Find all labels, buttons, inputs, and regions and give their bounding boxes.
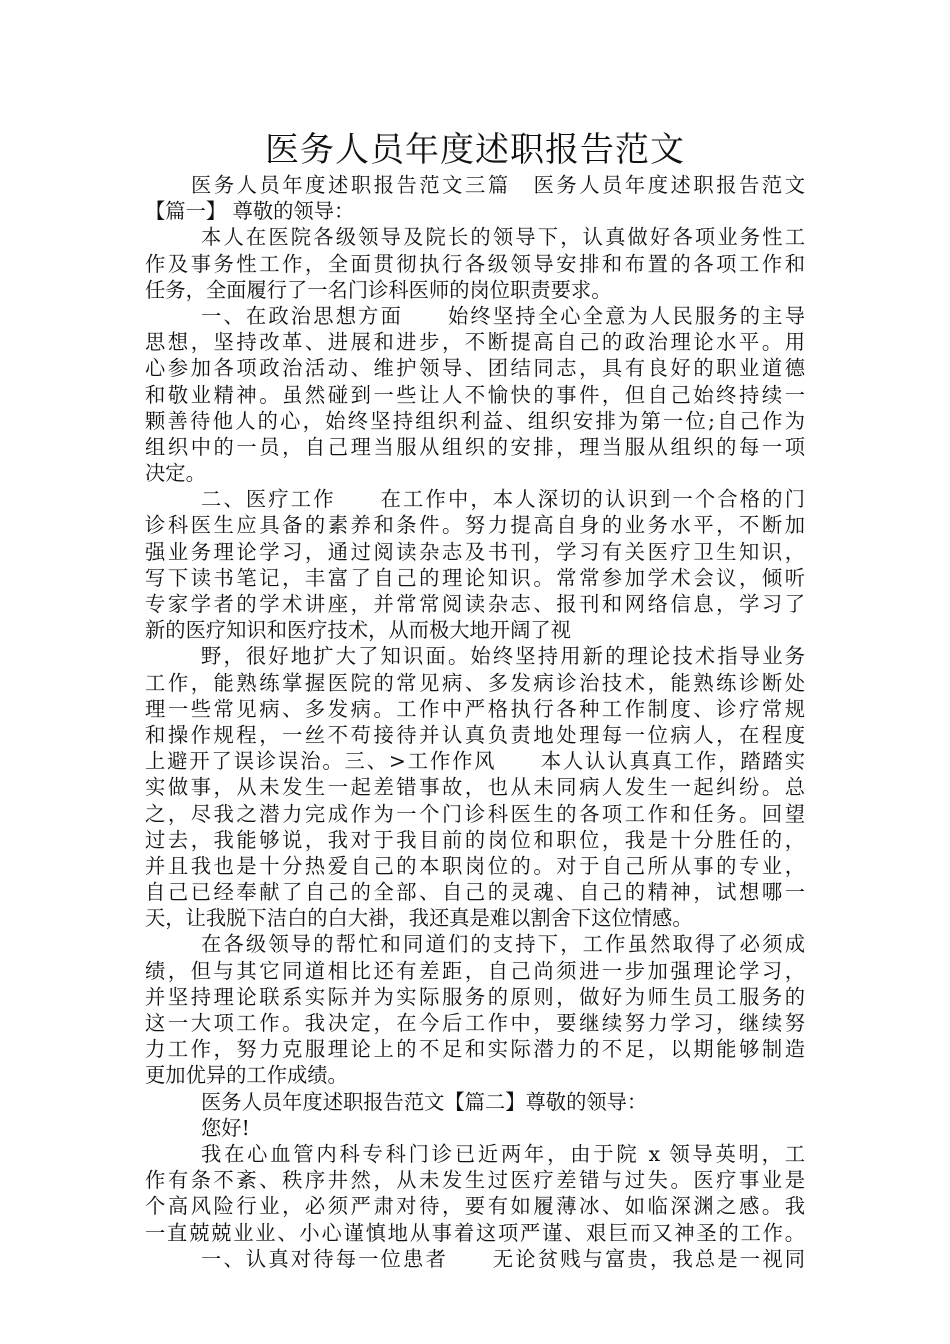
text-line: 一、认真对待每一位患者 无论贫贱与富贵，我总是一视同: [201, 1246, 805, 1271]
text-line: 和敬业精神。虽然碰到一些让人不愉快的事件，但自己始终持续一: [145, 382, 805, 407]
text-line: 作及事务性工作，全面贯彻执行各级领导安排和布置的各项工作和: [145, 251, 805, 276]
text-line: 并且我也是十分热爱自己的本职岗位的。对于自己所从事的专业，: [145, 853, 805, 878]
text-line: 颗善待他人的心，始终坚持组织利益、组织安排为第一位;自己作为: [145, 408, 805, 433]
text-line: 天，让我脱下洁白的白大褂，我还真是难以割舍下这位情感。: [145, 906, 693, 931]
text-line: 实做事，从未发生一起差错事故，也从未同病人发生一起纠纷。总: [145, 775, 805, 800]
text-line: 组织中的一员，自己理当服从组织的安排，理当服从组织的每一项: [145, 434, 805, 459]
text-line: 二、医疗工作 在工作中，本人深切的认识到一个合格的门: [201, 487, 805, 512]
text-line: 在各级领导的帮忙和同道们的支持下，工作虽然取得了必须成: [201, 932, 805, 957]
text-line: 理一些常见病、多发病。工作中严格执行各种工作制度、诊疗常规: [145, 696, 805, 721]
text-line: 写下读书笔记，丰富了自己的理论知识。常常参加学术会议，倾听: [145, 565, 805, 590]
text-line: 力工作，努力克服理论上的不足和实际潜力的不足，以期能够制造: [145, 1037, 805, 1062]
text-line: 更加优异的工作成绩。: [145, 1063, 348, 1088]
text-line: 一、在政治思想方面 始终坚持全心全意为人民服务的主导: [201, 303, 805, 328]
document-title: 医务人员年度述职报告范文: [265, 130, 685, 170]
text-line: 医务人员年度述职报告范文三篇 医务人员年度述职报告范文: [191, 173, 805, 197]
text-line: 和操作规程，一丝不苟接待并认真负责地处理每一位病人，在程度: [145, 722, 805, 747]
text-line: 思想，坚持改革、进展和进步，不断提高自己的政治理论水平。用: [145, 330, 805, 355]
text-line: 【篇一】 尊敬的领导：: [145, 199, 355, 224]
text-line: 一直兢兢业业、小心谨慎地从事着这项严谨、艰巨而又神圣的工作。: [145, 1220, 805, 1245]
text-line: 作有条不紊、秩序井然，从未发生过医疗差错与过失。医疗事业是: [145, 1168, 805, 1193]
text-line: 个高风险行业，必须严肃对待，要有如履薄冰、如临深渊之感。我: [145, 1194, 805, 1219]
text-line: 本人在医院各级领导及院长的领导下，认真做好各项业务性工: [201, 225, 805, 250]
text-line: 野，很好地扩大了知识面。始终坚持用新的理论技术指导业务: [201, 644, 805, 669]
text-line: 决定。: [145, 461, 206, 486]
text-line: 过去，我能够说，我对于我目前的岗位和职位，我是十分胜任的，: [145, 827, 805, 852]
text-line: 专家学者的学术讲座，并常常阅读杂志、报刊和网络信息，学习了: [145, 592, 805, 616]
text-line: 之，尽我之潜力完成作为一个门诊科医生的各项工作和任务。回望: [145, 801, 805, 826]
text-line: 并坚持理论联系实际并为实际服务的原则，做好为师生员工服务的: [145, 984, 805, 1009]
text-line: 您好!: [201, 1115, 250, 1140]
text-line: 心参加各项政治活动、维护领导、团结同志，具有良好的职业道德: [145, 356, 805, 381]
text-line: 自己已经奉献了自己的全部、自己的灵魂、自己的精神，试想哪一: [145, 880, 805, 905]
text-line: 工作，能熟练掌握医院的常见病、多发病诊治技术，能熟练诊断处: [145, 670, 805, 695]
text-line: 我在心血管内科专科门诊已近两年，由于院 x 领导英明，工: [201, 1141, 805, 1166]
text-line: 强业务理论学习，通过阅读杂志及书刊，学习有关医疗卫生知识，: [145, 539, 805, 564]
text-line: 上避开了误诊误治。三、>工作作风 本人认认真真工作，踏踏实: [145, 749, 805, 774]
text-line: 任务，全面履行了一名门诊科医师的岗位职责要求。: [145, 277, 612, 302]
text-line: 新的医疗知识和医疗技术，从而极大地开阔了视: [145, 618, 571, 643]
text-line: 医务人员年度述职报告范文【篇二】尊敬的领导：: [201, 1089, 648, 1114]
text-line: 这一大项工作。我决定，在今后工作中，要继续努力学习，继续努: [145, 1011, 805, 1035]
text-line: 绩，但与其它同道相比还有差距，自己尚须进一步加强理论学习，: [145, 958, 805, 983]
text-line: 诊科医生应具备的素养和条件。努力提高自身的业务水平，不断加: [145, 513, 805, 538]
document-body: [145, 172, 805, 1272]
